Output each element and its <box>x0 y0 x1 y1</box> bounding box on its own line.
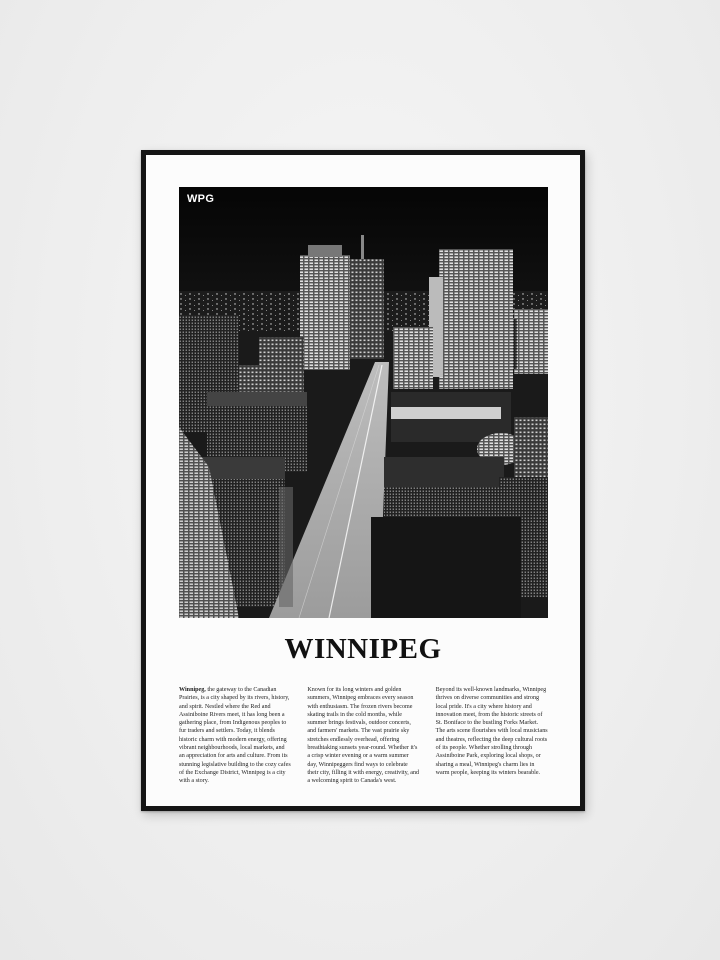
poster-frame <box>141 150 585 811</box>
city-code-badge: WPG <box>187 193 215 205</box>
description-text-2: Known for its long winters and golden summers, Winnipeg embraces every season with enthusiasm. The frozen rivers become skating trails in the cold months, while summer brings festivals, outdoor concerts, and farmers' markets. The vast prairie sky stretches endlessly overhead, offering breathtaking sunsets year-round. Whether it's a crisp winter evening or a warm summer day, Winnipeggers find ways to celebrate their city, filling it with energy, creativity, and a welcoming spirit to Canada's west. <box>307 687 420 785</box>
description-lead: Winnipeg, <box>179 687 206 693</box>
description-columns <box>179 686 548 786</box>
description-text-1: the gateway to the Canadian Prairies, is a city shaped by its rivers, history, and spirit. Nestled where the Red and Assiniboine Rivers meet, it has long been a gathering place, from Indigenous peoples to fur traders and settlers. Today, it blends historic charm with modern energy, offering vibrant neighbourhoods, local markets, and an appreciation for arts and culture. From its stunning legislative building to the cozy cafes of the Exchange District, Winnipeg is a city with a story. <box>179 687 291 785</box>
city-skyline-illustration <box>179 187 548 618</box>
description-column-3 <box>436 686 548 786</box>
description-column-1 <box>179 686 291 786</box>
city-night-photo <box>179 187 548 618</box>
description-column-2 <box>307 686 419 786</box>
poster-title: WINNIPEG <box>284 633 442 665</box>
description-text-3: Beyond its well-known landmarks, Winnipeg thrives on diverse communities and strong local pride. It's a city where history and innovation meet, from the historic streets of St. Boniface to the bustling Forks Market. The arts scene flourishes with local musicians and theatres, reflecting the deep cultural roots of its people. Whether strolling through Assiniboine Park, exploring local shops, or sharing a meal, Winnipeg's charm lies in warm people, keeping its winters bearable. <box>435 687 548 776</box>
poster-mat <box>146 155 580 806</box>
